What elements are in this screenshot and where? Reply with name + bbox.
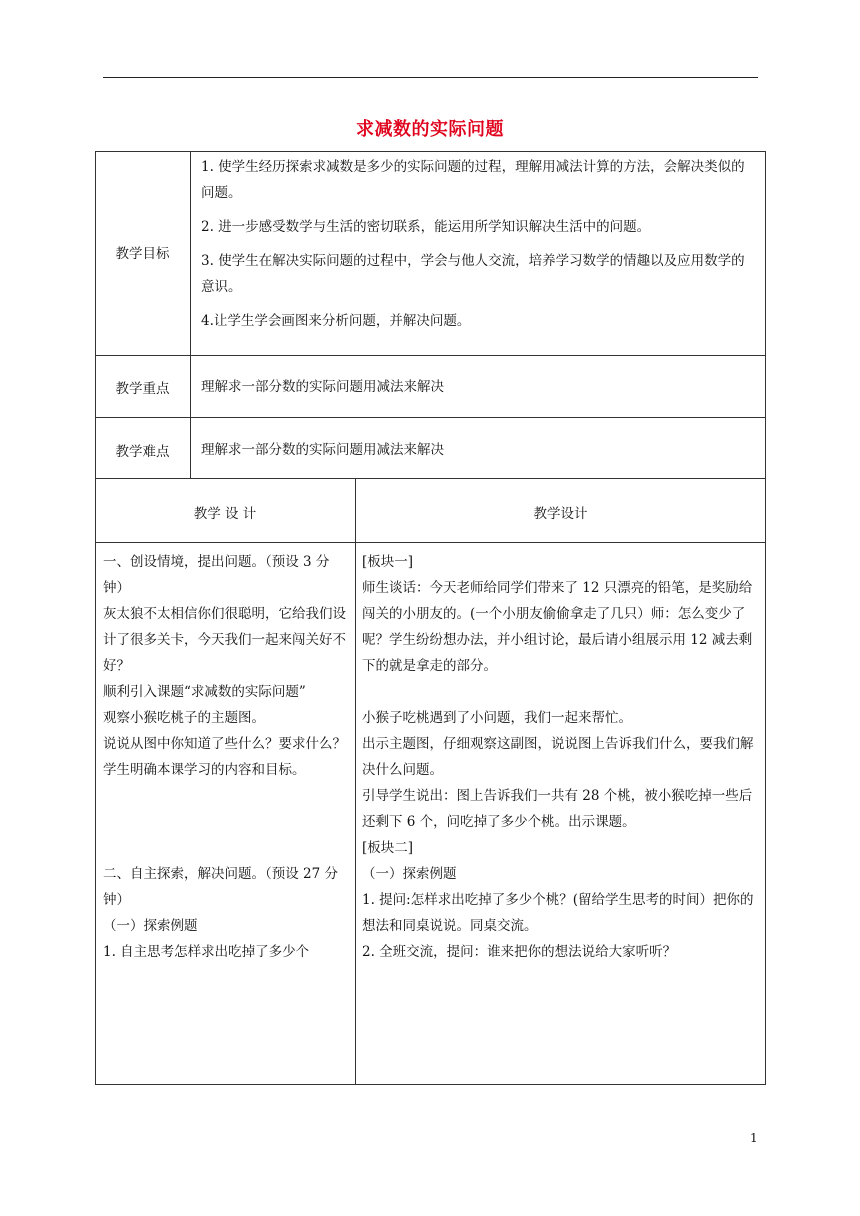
left-paragraph: 说说从图中你知道了些什么？要求什么？: [103, 736, 346, 752]
left-paragraph: 顺利引入课题“求减数的实际问题”: [103, 684, 306, 700]
left-paragraph: 一、创设情境，提出问题。（预设 3 分钟）: [103, 554, 330, 596]
difficulty-label: 教学难点: [115, 444, 170, 460]
left-paragraph: 观察小猴吃桃子的主题图。: [103, 710, 265, 726]
design-header-right: 教学设计: [533, 506, 588, 522]
left-paragraph: 二、自主探索，解决问题。（预设 27 分钟）: [103, 866, 339, 908]
left-design-column: [103, 549, 349, 965]
objectives-label: 教学目标: [115, 246, 170, 262]
spacer: [103, 835, 349, 861]
row-divider-objectives: [95, 355, 766, 356]
right-paragraph: 出示主题图，仔细观察这副图，说说图上告诉我们什么，要我们解决什么问题。: [362, 736, 754, 778]
right-paragraph: （一）探索例题: [362, 866, 457, 882]
right-paragraph: [板块一]: [362, 554, 414, 570]
label-column-divider: [190, 151, 191, 478]
objective-item: 4.让学生学会画图来分析问题，并解决问题。: [201, 313, 471, 329]
objective-item: 1. 使学生经历探索求减数是多少的实际问题的过程，理解用减法计算的方法，会解决类似的问题。: [201, 159, 745, 201]
right-paragraph: 引导学生说出：图上告诉我们一共有 28 个桃，被小猴吃掉一些后还剩下 6 个，问吃掉了多少个桃。出示课题。: [362, 788, 753, 830]
spacer: [362, 679, 760, 705]
key-point-text: 理解求一部分数的实际问题用减法来解决: [201, 379, 444, 395]
page-title: 求减数的实际问题: [356, 119, 504, 140]
left-paragraph: 1. 自主思考怎样求出吃掉了多少个: [103, 944, 310, 960]
right-paragraph: 师生谈话：今天老师给同学们带来了 12 只漂亮的铅笔，是奖励给闯关的小朋友的。(一个小朋友偷偷拿走了几只）师：怎么变少了呢？学生纷纷想办法，并小组讨论，最后请小组展示用 12 减去剩下的就是拿走的部分。: [362, 580, 753, 674]
right-paragraph: 1. 提问:怎样求出吃掉了多少个桃？(留给学生思考的时间）把你的想法和同桌说说。同桌交流。: [362, 892, 754, 934]
right-design-column: [362, 549, 760, 965]
design-column-divider: [355, 478, 356, 1085]
spacer: [103, 783, 349, 809]
objective-item: 2. 进一步感受数学与生活的密切联系，能运用所学知识解决生活中的问题。: [201, 219, 651, 235]
spacer: [103, 809, 349, 835]
left-paragraph: 学生明确本课学习的内容和目标。: [103, 762, 306, 778]
header-rule: [103, 77, 758, 78]
objectives-list: [201, 154, 758, 334]
row-divider-keypoint: [95, 417, 766, 418]
objective-item: 3. 使学生在解决实际问题的过程中，学会与他人交流，培养学习数学的情趣以及应用数学的意识。: [201, 253, 745, 295]
right-paragraph: 小猴子吃桃遇到了小问题，我们一起来帮忙。: [362, 710, 632, 726]
page-number: 1: [750, 1131, 758, 1145]
right-paragraph: [板块二]: [362, 840, 414, 856]
right-paragraph: 2. 全班交流，提问：谁来把你的想法说给大家听听？: [362, 944, 677, 960]
row-divider-difficulty: [95, 478, 766, 479]
difficulty-text: 理解求一部分数的实际问题用减法来解决: [201, 442, 444, 458]
left-paragraph: 灰太狼不太相信你们很聪明，它给我们设计了很多关卡，今天我们一起来闯关好不好？: [103, 606, 346, 674]
row-divider-design-header: [95, 542, 766, 543]
left-paragraph: （一）探索例题: [103, 918, 198, 934]
key-point-label: 教学重点: [115, 381, 170, 397]
design-header-left: 教学 设 计: [193, 506, 257, 522]
